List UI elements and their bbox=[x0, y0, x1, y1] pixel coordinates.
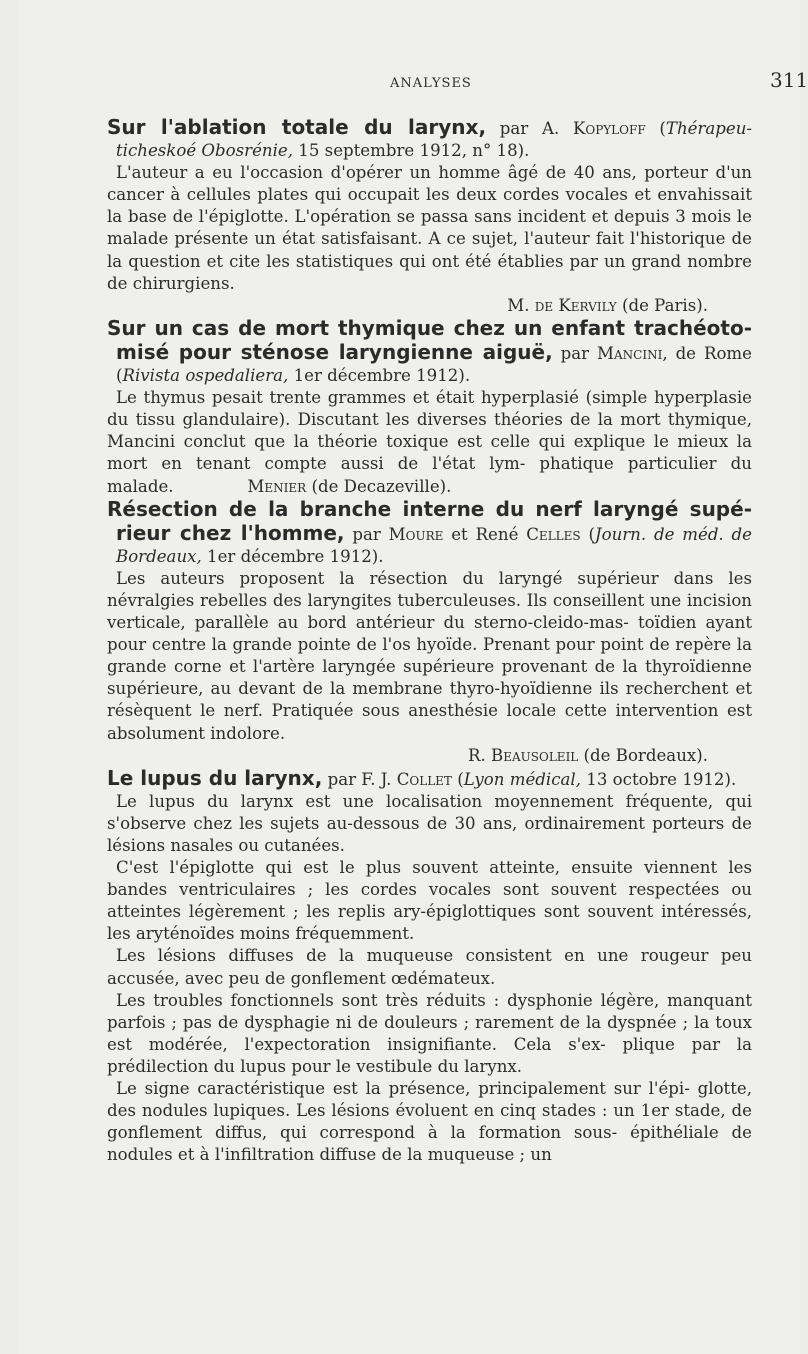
paragraph: Les lésions diffuses de la muqueuse consistent en une rougeur peu accusée, avec peu de gonflement œdémateux. bbox=[107, 946, 752, 988]
reviewer-initial: M. bbox=[507, 295, 535, 315]
page-number: 311 bbox=[770, 68, 808, 92]
reviewer-signature bbox=[107, 295, 752, 317]
publication-date: 1er décembre 1912). bbox=[288, 366, 471, 386]
coauthor-join: et René bbox=[443, 524, 527, 544]
paragraph bbox=[107, 387, 752, 497]
article-title: Le lupus du larynx, bbox=[107, 765, 323, 790]
reviewer-city: (de Bordeaux). bbox=[578, 745, 708, 765]
byline: par A. bbox=[486, 119, 573, 138]
reviewer-name: de Kervily bbox=[534, 295, 617, 315]
article-title: Sur un cas de mort thymique chez un enfant trachéoto- misé pour sténose laryngienne aiguë, bbox=[107, 315, 752, 364]
publication-date: 13 octobre 1912). bbox=[581, 769, 737, 789]
paragraph: Les troubles fonctionnels sont très réduits : dysphonie légère, manquant parfois ; pas de dysphagie ni de douleurs ; rarement de la dyspnée ; la toux est modérée, l'expectoration insignifiante. Cela s'ex- plique par la prédilection du lupus pour le vestibule du larynx. bbox=[107, 990, 752, 1076]
reviewer-name: Beausoleil bbox=[491, 745, 579, 765]
byline: par F. J. bbox=[322, 769, 397, 789]
article-coauthor: Celles bbox=[526, 524, 581, 544]
publication-date: 1er décembre 1912). bbox=[201, 546, 384, 566]
article-heading bbox=[107, 116, 752, 162]
paragraph-text: Le thymus pesait trente grammes et était hyperplasié (simple hyperplasie du tissu glandulaire). Discutant les diverses théories de la mort thymique, Mancini conclut que la théorie toxique est celle qui explique le mieux la mort en tenant compte aussi de l'état lym- phatique particulier du malade. bbox=[107, 388, 752, 496]
article-heading bbox=[107, 498, 752, 568]
article-title: Sur l'ablation totale du larynx, bbox=[107, 115, 487, 139]
paragraph: Le lupus du larynx est une localisation moyennement fréquente, qui s'observe chez les sujets au-dessous de 30 ans, ordinairement porteurs de lésions nasales ou cutanées. bbox=[107, 791, 752, 855]
reviewer-city: (de Paris). bbox=[616, 295, 708, 315]
journal-name: Journ. de méd. de Bordeaux, bbox=[116, 524, 752, 566]
running-header: ANALYSES bbox=[390, 76, 472, 91]
article-author: Mancini bbox=[597, 343, 663, 363]
reviewer-name: Menier bbox=[247, 476, 307, 496]
article-author: Moure bbox=[388, 524, 444, 544]
source-open: , de Rome ( bbox=[116, 343, 752, 386]
byline: par bbox=[552, 343, 598, 363]
article-title: Résection de la branche interne du nerf laryngé supé- rieur chez l'homme, bbox=[107, 496, 752, 545]
paragraph: Les auteurs proposent la résection du laryngé supérieur dans les névralgies rebelles des laryngites tuberculeuses. Ils conseillent une incision verticale, parallèle au bord antérieur du sterno-cleido-mas- toïdien ayant pour centre la grande pointe de l'os hyoïde. Prenant pour point de repère la grande corne et l'artère laryngée supérieure provenant de la thyroïdienne supérieure, au devant de la membrane thyro-hyoïdienne ils recherchent et résèquent le nerf. Pratiquée sous anesthésie locale cette intervention est absolument indolore. bbox=[107, 568, 752, 743]
article-heading bbox=[107, 317, 752, 387]
source-open: ( bbox=[451, 769, 464, 789]
reviewer-signature bbox=[107, 745, 752, 767]
paragraph: L'auteur a eu l'occasion d'opérer un homme âgé de 40 ans, porteur d'un cancer à cellules plates qui occupait les deux cordes vocales et envahissait la base de l'épiglotte. L'opération se passa sans incident et depuis 3 mois le malade présente un état satisfaisant. A ce sujet, l'auteur fait l'historique de la question et cite les statistiques qui ont été établies par un grand nombre de chirurgiens. bbox=[107, 163, 752, 293]
article-heading bbox=[107, 767, 752, 791]
article-author: Kopyloff bbox=[572, 119, 646, 138]
journal-page bbox=[18, 0, 808, 1354]
paragraph: C'est l'épiglotte qui est le plus souvent atteinte, ensuite viennent les bandes ventriculaires ; les cordes vocales sont souvent respectées ou atteintes légèrement ; les replis ary-épiglottiques sont souvent intéressés, les aryténoïdes moins fréquemment. bbox=[107, 858, 752, 944]
journal-name: Thérapeu- ticheskoé Obosrénie, bbox=[116, 119, 753, 161]
reviewer-city: (de Decazeville). bbox=[306, 476, 452, 496]
journal-name: Rivista ospedaliera, bbox=[122, 366, 289, 386]
publication-date: 15 septembre 1912, n° 18). bbox=[293, 141, 530, 161]
source-open: ( bbox=[645, 119, 666, 138]
body-text bbox=[107, 116, 752, 1166]
journal-name: Lyon médical, bbox=[463, 769, 581, 789]
reviewer-initial: R. bbox=[468, 745, 492, 765]
article-author: Collet bbox=[396, 769, 452, 789]
source-open: ( bbox=[580, 524, 595, 544]
paragraph: Le signe caractéristique est la présence, principalement sur l'épi- glotte, des nodules lupiques. Les lésions évoluent en cinq stades : un 1er stade, de gonflement diffus, qui correspond à la formation sous- épithéliale de nodules et à l'infiltration diffuse de la muqueuse ; un bbox=[107, 1079, 752, 1165]
byline: par bbox=[344, 524, 389, 544]
